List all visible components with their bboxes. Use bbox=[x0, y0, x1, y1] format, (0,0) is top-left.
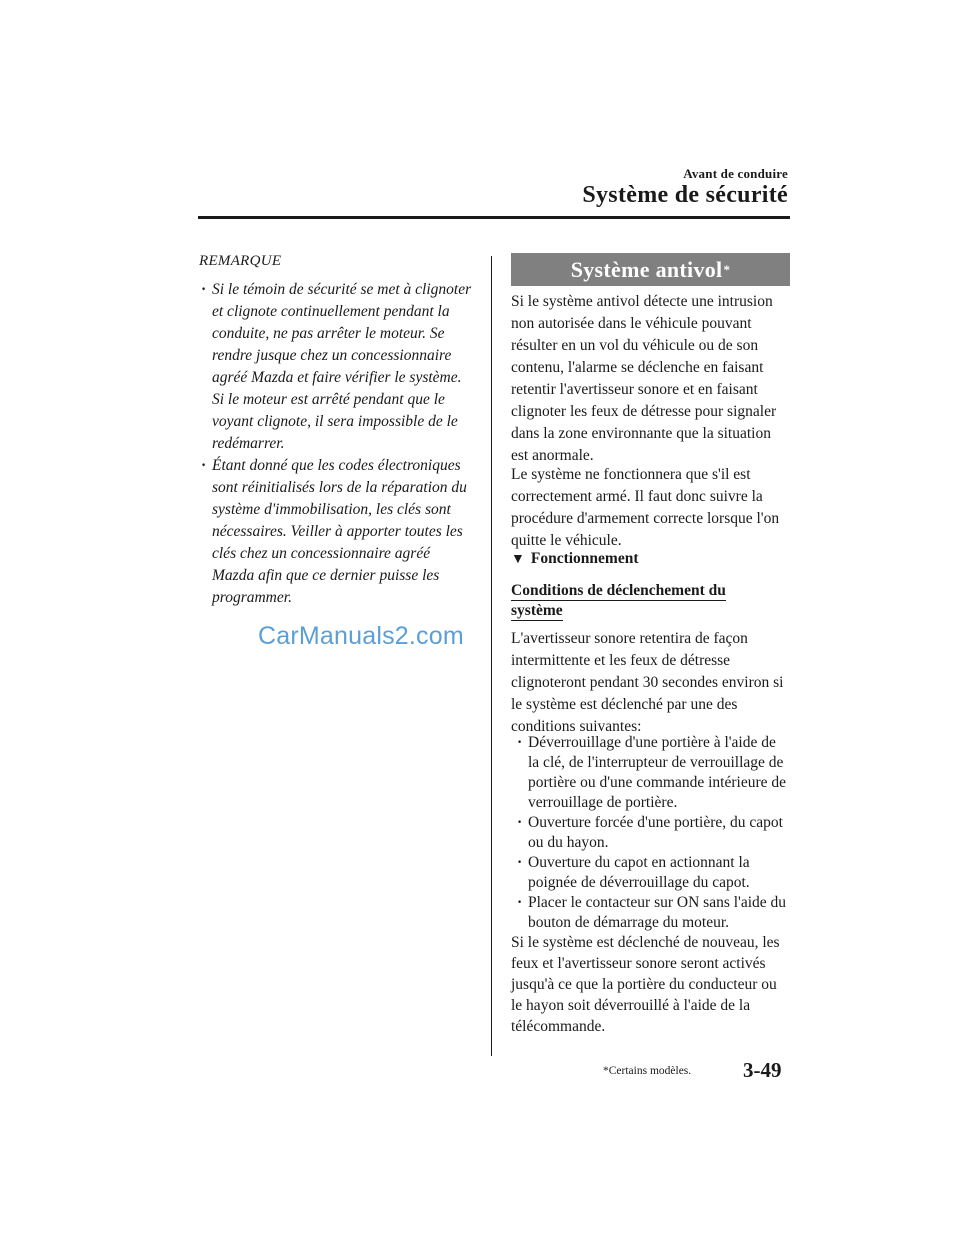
page-title: Système de sécurité bbox=[582, 182, 788, 208]
chapter-label: Avant de conduire bbox=[683, 166, 788, 181]
conditions-list bbox=[517, 733, 790, 933]
column-divider bbox=[491, 256, 492, 1056]
section-banner bbox=[511, 253, 790, 286]
note-heading: REMARQUE bbox=[199, 253, 282, 269]
conditions-intro: L'avertisseur sonore retentira de façon intermittente et les feux de détresse clignoteront pendant 30 secondes environ si le système est déclenché par une des conditions suivantes: bbox=[511, 630, 784, 735]
arming-paragraph: Le système ne fonctionnera que s'il est correctement armé. Il faut donc suivre la procédure d'armement correcte lorsque l'on quitte le véhicule. bbox=[511, 466, 780, 549]
condition-item: · Déverrouillage d'une portière à l'aide de la clé, de l'interrupteur de verrouillage de portière ou d'une commande intérieure de verrouillage de portière. bbox=[517, 733, 790, 813]
note-list bbox=[199, 279, 474, 609]
triangle-down-icon: ▼ bbox=[511, 552, 525, 567]
conditions-title-text: Conditions de déclenchement du système bbox=[511, 582, 726, 619]
subheading-label: Fonctionnement bbox=[530, 550, 639, 567]
condition-item: · Placer le contacteur sur ON sans l'aide du bouton de démarrage du moteur. bbox=[517, 893, 790, 933]
footnote: *Certains modèles. bbox=[603, 1065, 692, 1077]
intro-paragraph: Si le système antivol détecte une intrusion non autorisée dans le véhicule pouvant résulter en un vol du véhicule ou de son contenu, l'alarme se déclenche en faisant retentir l'avertisseur sonore et en faisant clignoter les feux de détresse pour signaler dans la zone environnante que la situation est anormale. bbox=[511, 293, 777, 464]
footnote-marker: * bbox=[723, 261, 731, 277]
note-item: · Si le témoin de sécurité se met à clignoter et clignote continuellement pendant la conduite, ne pas arrêter le moteur. Se rendre jusque chez un concessionnaire agréé Mazda et faire vérifier le système. Si le moteur est arrêté pendant que le voyant clignote, il sera impossible de le redémarrer. bbox=[199, 279, 474, 455]
section-title: Système antivol bbox=[570, 256, 723, 282]
condition-item: · Ouverture du capot en actionnant la poignée de déverrouillage du capot. bbox=[517, 853, 790, 893]
watermark-logo: CarManuals2.com bbox=[258, 622, 464, 650]
note-item: · Étant donné que les codes électroniques sont réinitialisés lors de la réparation du système d'immobilisation, les clés sont nécessaires. Veiller à apporter toutes les clés chez un concessionnaire agréé Mazda afin que ce dernier puisse les programmer. bbox=[199, 455, 474, 609]
condition-item: · Ouverture forcée d'une portière, du capot ou du hayon. bbox=[517, 813, 790, 853]
page-number: 3-49 bbox=[743, 1058, 782, 1082]
conditions-title bbox=[511, 581, 751, 621]
subheading bbox=[511, 550, 639, 568]
repeat-paragraph: Si le système est déclenché de nouveau, les feux et l'avertisseur sonore seront activés jusqu'à ce que la portière du conducteur ou le hayon soit déverrouillé à l'aide de la télécommande. bbox=[511, 934, 780, 1035]
header-rule bbox=[198, 216, 790, 219]
